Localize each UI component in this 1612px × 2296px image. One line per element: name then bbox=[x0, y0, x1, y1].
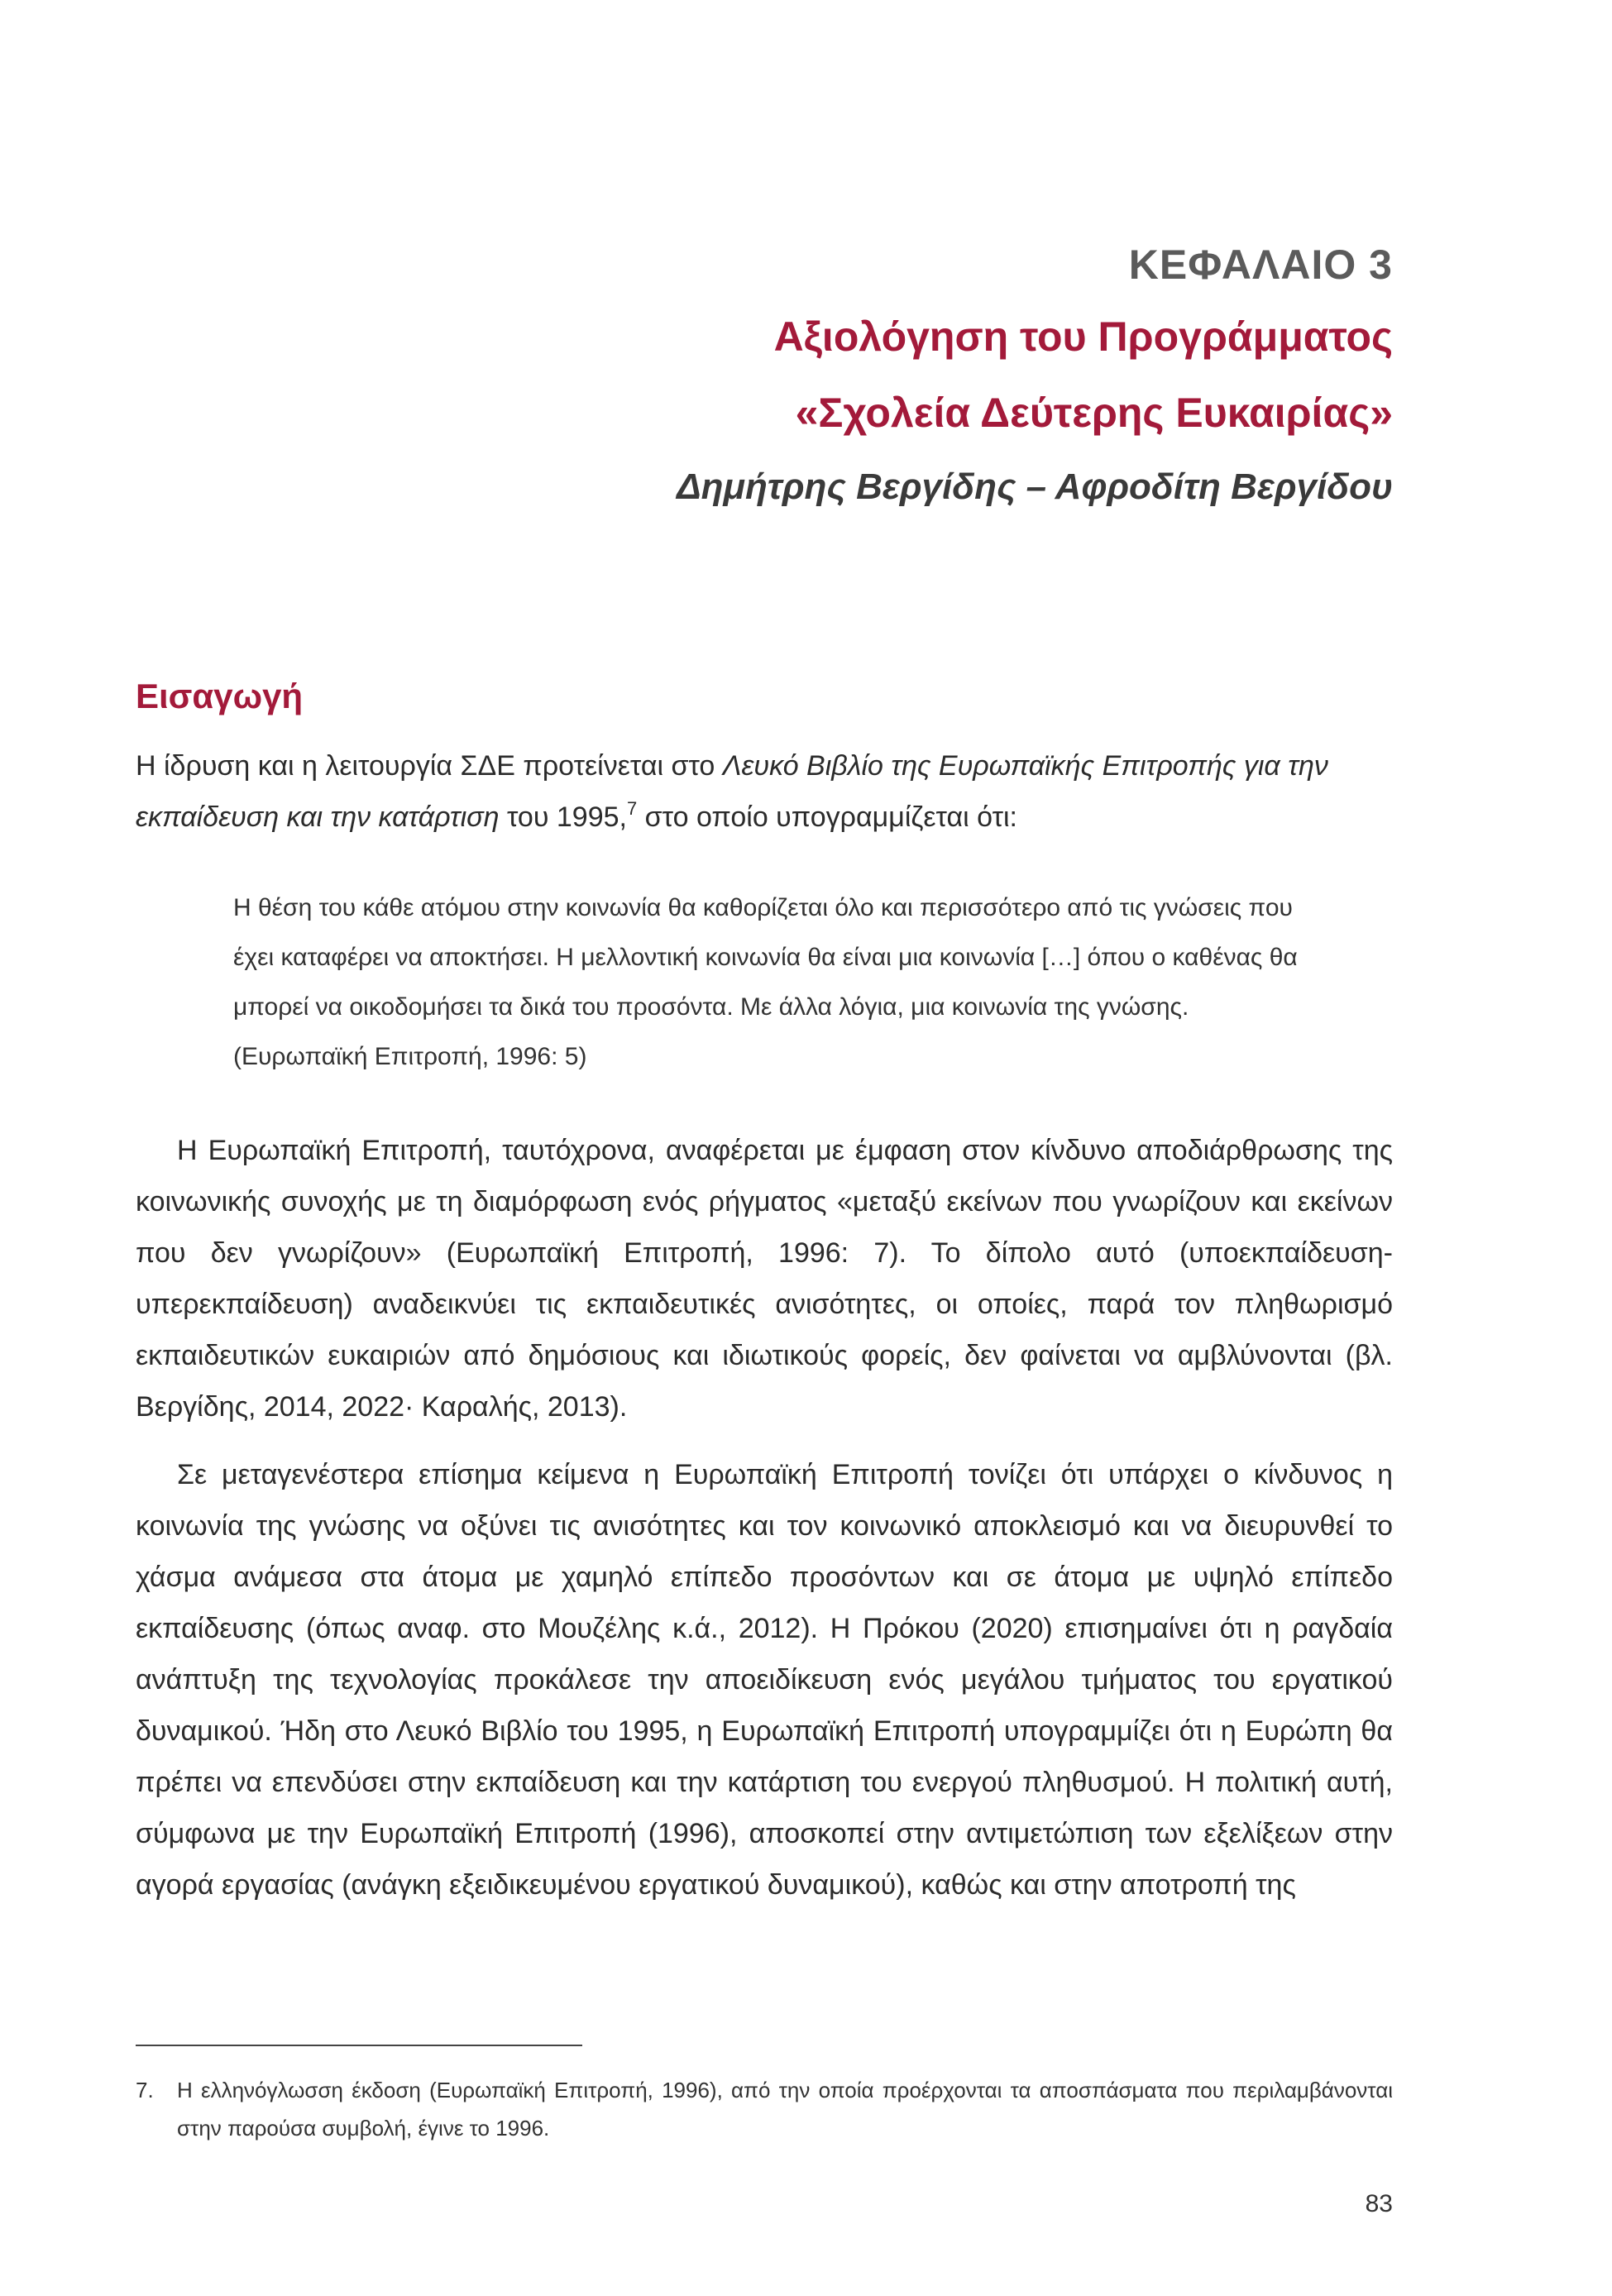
chapter-title-line-1: Αξιολόγηση του Προγράμματος bbox=[773, 313, 1393, 360]
intro-paragraph bbox=[136, 740, 1393, 843]
intro-text-1: Η ίδρυση και η λειτουργία ΣΔΕ προτείνεται στο bbox=[136, 750, 723, 782]
intro-text-3: στο οποίο υπογραμμίζεται ότι: bbox=[637, 801, 1017, 833]
body-paragraph-2: Σε μεταγενέστερα επίσημα κείμενα η Ευρωπαϊκή Επιτροπή τονίζει ότι υπάρχει ο κίνδυνος η κοινωνία της γνώσης να οξύνει τις ανισότητες και τον κοινωνικό αποκλεισμό και να διευρυνθεί το χάσμα ανάμεσα στα άτομα με χαμηλό επίπεδο προσόντων και σε άτομα με υψηλό επίπεδο εκπαίδευσης (όπως αναφ. στο Μουζέλης κ.ά., 2012). Η Πρόκου (2020) επισημαίνει ότι η ραγδαία ανάπτυξη της τεχνολογίας προκάλεσε την αποειδίκευση ενός μεγάλου τμήματος του εργατικού δυναμικού. Ήδη στο Λευκό Βιβλίο του 1995, η Ευρωπαϊκή Επιτροπή υπογραμμίζει ότι η Ευρώπη θα πρέπει να επενδύσει στην εκπαίδευση και την κατάρτιση του ενεργού πληθυσμού. Η πολιτική αυτή, σύμφωνα με την Ευρωπαϊκή Επιτροπή (1996), αποσκοπεί στην αντιμετώπιση των εξελίξεων στην αγορά εργασίας (ανάγκη εξειδικευμένου εργατικού δυναμικού), καθώς και στην αποτροπή της bbox=[136, 1459, 1393, 1901]
footnote bbox=[136, 2071, 1393, 2147]
chapter-title-line-2: «Σχολεία Δεύτερης Ευκαιρίας» bbox=[795, 390, 1393, 436]
chapter-authors: Δημήτρης Βεργίδης – Αφροδίτη Βεργίδου bbox=[677, 466, 1393, 507]
footnote-number: 7. bbox=[136, 2078, 154, 2102]
chapter-label: ΚΕΦΑΛΑΙΟ 3 bbox=[1128, 242, 1393, 288]
footnote-reference[interactable]: 7 bbox=[626, 798, 638, 819]
page-number: 83 bbox=[1365, 2190, 1393, 2217]
intro-italic-title: Λευκό Βιβλίο της Ευρωπαϊκής Επιτροπής για την εκπαίδευση και την κατάρτιση bbox=[136, 750, 1328, 833]
chapter-header bbox=[677, 236, 1393, 529]
section-heading: Εισαγωγή bbox=[136, 677, 304, 715]
footnote-divider bbox=[136, 2045, 582, 2046]
intro-text-2: του 1995, bbox=[499, 801, 627, 833]
block-quote: Η θέση του κάθε ατόμου στην κοινωνία θα καθορίζεται όλο και περισσότερο από τις γνώσεις που έχει καταφέρει να αποκτήσει. Η μελλοντική κοινωνία θα είναι μια κοινωνία […] όπου ο καθένας θα μπορεί να οικοδομήσει τα δικά του προσόντα. Με άλλα λόγια, μια κοινωνία της γνώσης. (Ευρωπαϊκή Επιτροπή, 1996: 5) bbox=[233, 894, 1298, 1070]
body-paragraph-1: Η Ευρωπαϊκή Επιτροπή, ταυτόχρονα, αναφέρεται με έμφαση στον κίνδυνο αποδιάρθρωσης της κοινωνικής συνοχής με τη διαμόρφωση ενός ρήγματος «μεταξύ εκείνων που γνωρίζουν και εκείνων που δεν γνωρίζουν» (Ευρωπαϊκή Επιτροπή, 1996: 7). Το δίπολο αυτό (υποεκπαίδευση-υπερεκπαίδευση) αναδεικνύει τις εκπαιδευτικές ανισότητες, οι οποίες, παρά τον πληθωρισμό εκπαιδευτικών ευκαιριών από δημόσιους και ιδιωτικούς φορείς, δεν φαίνεται να αμβλύνονται (βλ. Βεργίδης, 2014, 2022· Καραλής, 2013). bbox=[136, 1135, 1393, 1423]
footnote-text: Η ελληνόγλωσση έκδοση (Ευρωπαϊκή Επιτροπή, 1996), από την οποία προέρχονται τα αποσπάσματα που περιλαμβάνονται στην παρούσα συμβολή, έγινε το 1996. bbox=[177, 2078, 1393, 2141]
